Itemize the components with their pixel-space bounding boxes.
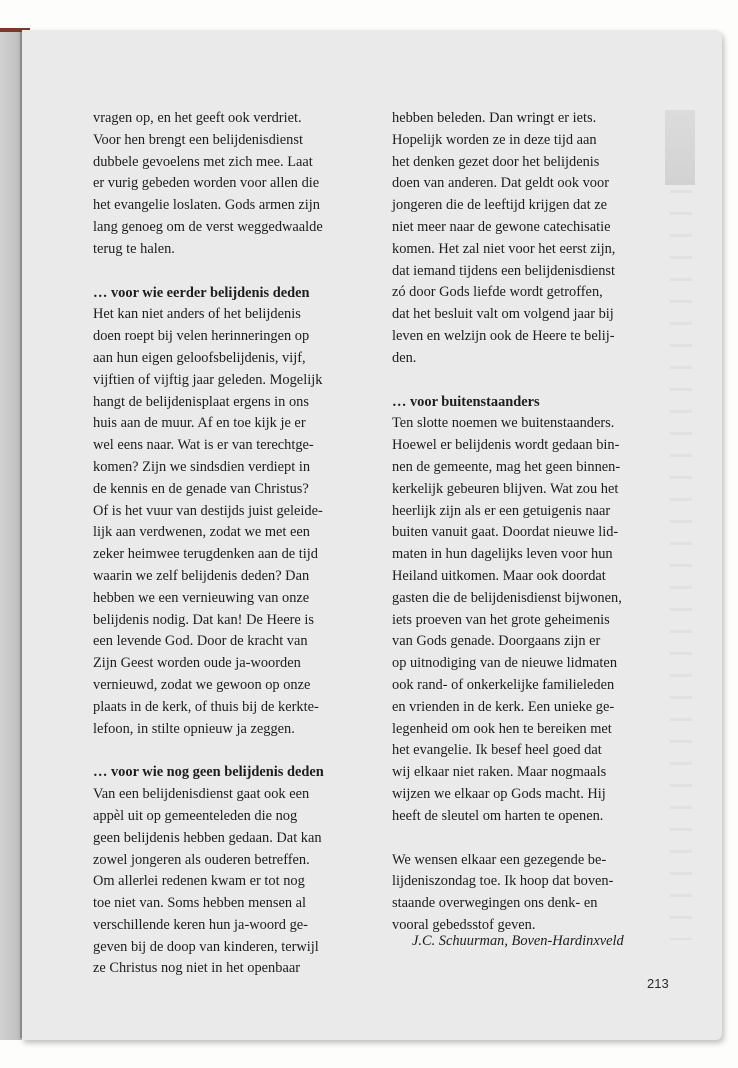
bleed-through-text bbox=[670, 190, 692, 940]
text-line: toe niet van. Soms hebben mensen al bbox=[93, 895, 307, 912]
text-line: leven en welzijn ook de Heere te belij- bbox=[392, 327, 615, 344]
text-line: het evangelie loslaten. Gods armen zijn bbox=[93, 197, 320, 214]
right-column bbox=[392, 108, 657, 937]
text-line: zó door Gods liefde wordt getroffen, bbox=[392, 284, 603, 301]
text-line: er vurig gebeden worden voor allen die bbox=[93, 175, 320, 192]
binding-edge bbox=[20, 32, 22, 1038]
text-line: hebben beleden. Dan wringt er iets. bbox=[392, 110, 597, 126]
author-signature: J.C. Schuurman, Boven-Hardinxveld bbox=[412, 933, 624, 949]
text-line: jongeren die de leeftijd krijgen dat ze bbox=[392, 197, 607, 214]
text-line: komen? Zijn we sindsdien verdiept in bbox=[93, 458, 311, 475]
text-line: staande overwegingen ons denk- en bbox=[392, 895, 598, 912]
text-line: het denken gezet door het belijdenis bbox=[392, 153, 600, 170]
text-line: van Gods genade. Doorgaans zijn er bbox=[392, 633, 601, 650]
text-line: We wensen elkaar een gezegende be- bbox=[392, 851, 607, 868]
section-heading: … voor wie nog geen belijdenis deden bbox=[93, 764, 324, 781]
text-line: maten in hun dagelijks leven voor hun bbox=[392, 546, 613, 563]
right-paragraph-2 bbox=[392, 413, 657, 827]
text-line: wel eens naar. Wat is er van terechtge- bbox=[93, 437, 314, 454]
page-number: 213 bbox=[647, 976, 669, 991]
left-paragraph-2 bbox=[93, 304, 358, 740]
text-line: de kennis en de genade van Christus? bbox=[93, 480, 309, 497]
text-line: komen. Het zal niet voor het eerst zijn, bbox=[392, 240, 616, 257]
left-paragraph-3 bbox=[93, 784, 358, 980]
paragraph-gap bbox=[93, 740, 358, 762]
text-line: Het kan niet anders of het belijdenis bbox=[93, 306, 301, 323]
text-line: geven bij de doop van kinderen, terwijl bbox=[93, 938, 319, 955]
text-line: lefoon, in stilte opnieuw ja zeggen. bbox=[93, 720, 295, 737]
paragraph-gap bbox=[392, 828, 657, 850]
left-paragraph-1 bbox=[93, 108, 358, 261]
text-line: belijdenis nodig. Dat kan! De Heere is bbox=[93, 611, 314, 628]
text-line: lijk aan verdwenen, zodat we met een bbox=[93, 524, 310, 541]
text-line: zowel jongeren als ouderen betreffen. bbox=[93, 851, 310, 868]
text-line: wij elkaar niet raken. Maar nogmaals bbox=[392, 764, 607, 781]
text-line: Ten slotte noemen we buitenstaanders. bbox=[392, 415, 615, 432]
text-line: niet meer naar de gewone catechisatie bbox=[392, 218, 611, 235]
text-line: lijdeniszondag toe. Ik hoop dat boven- bbox=[392, 873, 614, 890]
text-line: verschillende keren hun ja-woord ge- bbox=[93, 916, 308, 933]
section-heading: … voor wie eerder belijdenis deden bbox=[93, 284, 310, 301]
text-line: buiten vanuit gaat. Doordat nieuwe lid- bbox=[392, 524, 619, 541]
left-column bbox=[93, 108, 358, 980]
text-line: lang genoeg om de verst weggedwaalde bbox=[93, 218, 323, 235]
text-line: iets proeven van het grote geheimenis bbox=[392, 611, 610, 628]
text-line: ook rand- of onkerkelijke familieleden bbox=[392, 676, 615, 693]
text-line: op uitnodiging van de nieuwe lidmaten bbox=[392, 655, 618, 672]
paragraph-gap bbox=[392, 370, 657, 392]
paragraph-gap bbox=[93, 261, 358, 283]
text-line: huis aan de muur. Af en toe kijk je er bbox=[93, 415, 306, 432]
text-line: legenheid om ook hen te bereiken met bbox=[392, 720, 612, 737]
text-line: dat het besluit valt om volgend jaar bij bbox=[392, 306, 614, 323]
text-line: plaats in de kerk, of thuis bij de kerkte- bbox=[93, 698, 319, 715]
text-line: appèl uit op gemeenteleden die nog bbox=[93, 807, 298, 824]
text-line: doen van anderen. Dat geldt ook voor bbox=[392, 175, 609, 192]
text-line: kerkelijk gebeuren blijven. Wat zou het bbox=[392, 480, 619, 497]
text-line: nen de gemeente, mag het geen binnen- bbox=[392, 458, 621, 475]
text-line: dubbele gevoelens met zich mee. Laat bbox=[93, 153, 313, 170]
text-line: zeker heimwee terugdenken aan de tijd bbox=[93, 546, 318, 563]
text-line: en vrienden in de kerk. Een unieke ge- bbox=[392, 698, 615, 715]
text-line: aan hun eigen geloofsbelijdenis, vijf, bbox=[93, 349, 306, 366]
text-line: Om allerlei redenen kwam er tot nog bbox=[93, 873, 305, 890]
text-line: doen roept bij velen herinneringen op bbox=[93, 328, 310, 345]
text-line: dat iemand tijdens een belijdenisdienst bbox=[392, 262, 615, 279]
text-line: hangt de belijdenisplaat ergens in ons bbox=[93, 393, 309, 410]
text-line: geen belijdenis hebben gedaan. Dat kan bbox=[93, 829, 322, 846]
text-line: wijzen we elkaar op Gods macht. Hij bbox=[392, 785, 606, 802]
text-line: Heiland uitkomen. Maar ook doordat bbox=[392, 567, 606, 584]
text-line: vernieuwd, zodat we gewoon op onze bbox=[93, 676, 311, 693]
text-line: Voor hen brengt een belijdenisdienst bbox=[93, 131, 303, 148]
text-line: terug te halen. bbox=[93, 240, 175, 257]
text-line: Zijn Geest worden oude ja-woorden bbox=[93, 655, 301, 672]
text-line: vooral gebedsstof geven. bbox=[392, 916, 536, 933]
text-line: Hopelijk worden ze in deze tijd aan bbox=[392, 131, 597, 148]
text-line: gasten die de belijdenisdienst bijwonen, bbox=[392, 589, 622, 606]
text-line: Hoewel er belijdenis wordt gedaan bin- bbox=[392, 437, 620, 454]
text-line: waarin we zelf belijdenis deden? Dan bbox=[93, 567, 310, 584]
text-line: vragen op, en het geeft ook verdriet. bbox=[93, 110, 302, 126]
text-line: het evangelie. Ik besef heel goed dat bbox=[392, 742, 602, 759]
text-line: ze Christus nog niet in het openbaar bbox=[93, 960, 301, 977]
text-line: vijftien of vijftig jaar geleden. Mogelijk bbox=[93, 371, 323, 388]
text-line: den. bbox=[392, 349, 417, 366]
right-paragraph-1 bbox=[392, 108, 657, 370]
text-line: heeft de sleutel om harten te openen. bbox=[392, 807, 604, 824]
text-line: Van een belijdenisdienst gaat ook een bbox=[93, 786, 310, 803]
text-line: een levende God. Door de kracht van bbox=[93, 633, 308, 650]
text-line: Of is het vuur van destijds juist geleide- bbox=[93, 502, 323, 519]
bleed-through-heading bbox=[665, 110, 695, 185]
text-line: heerlijk zijn als er een getuigenis naar bbox=[392, 502, 611, 519]
text-line: hebben we een vernieuwing van onze bbox=[93, 589, 310, 606]
book-spine bbox=[0, 30, 22, 1040]
section-heading: … voor buitenstaanders bbox=[392, 393, 540, 410]
right-paragraph-3 bbox=[392, 850, 657, 937]
